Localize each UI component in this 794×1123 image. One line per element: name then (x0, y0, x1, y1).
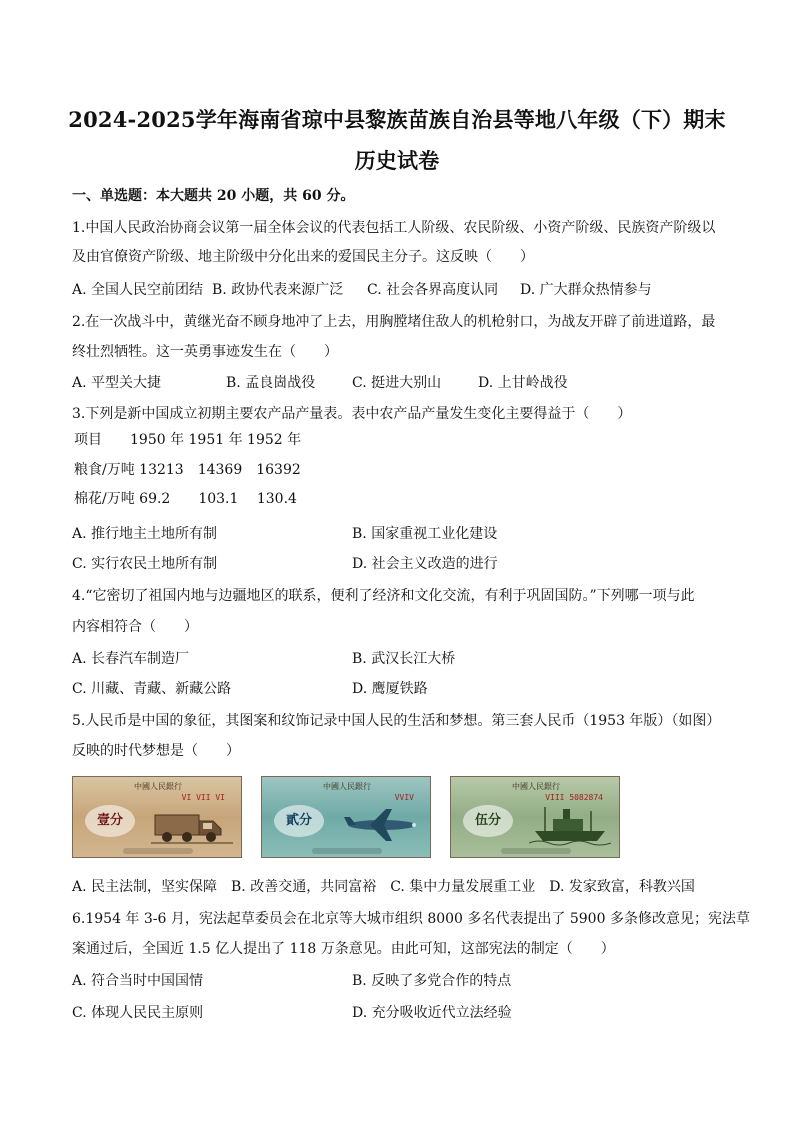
q3-option-a: A. 推行地主土地所有制 (72, 526, 218, 542)
banknote-denomination: 伍分 (463, 805, 513, 837)
q3-table-row-grain: 粮食/万吨 13213 14369 16392 (74, 462, 301, 478)
q5-stem-line2: 反映的时代梦想是（ ） (72, 743, 240, 759)
q4-option-c: C. 川藏、青藏、新藏公路 (72, 681, 232, 697)
banknote-one-fen (72, 776, 242, 858)
q3-option-d: D. 社会主义改造的进行 (352, 556, 498, 572)
q4-stem-line2: 内容相符合（ ） (72, 619, 198, 635)
q2-option-b: B. 孟良崮战役 (226, 375, 316, 391)
q3-stem-line1: 3.下列是新中国成立初期主要农产品产量表。表中农产品产量发生变化主要得益于（ ） (72, 406, 632, 422)
banknote-bank-name: 中國人民銀行 (134, 782, 182, 791)
q2-option-c: C. 挺进大别山 (352, 375, 442, 391)
banknote-denomination: 貳分 (274, 805, 324, 837)
q5-stem-line1: 5.人民币是中国的象征，其图案和纹饰记录中国人民的生活和梦想。第三套人民币（1953 年版）（如图） (72, 713, 721, 729)
q6-option-b: B. 反映了多党合作的特点 (352, 973, 512, 989)
exam-title-line1: 2024-2025学年海南省琼中县黎族苗族自治县等地八年级（下）期末 (68, 107, 726, 132)
ship-icon (529, 803, 611, 847)
q2-option-a: A. 平型关大捷 (72, 375, 162, 391)
truck-icon (151, 803, 233, 847)
q3-table-header: 项目 1950 年 1951 年 1952 年 (74, 432, 302, 448)
airplane-icon (340, 803, 422, 847)
q1-option-d: D. 广大群众热情参与 (520, 282, 652, 298)
exam-title-line2: 历史试卷 (354, 148, 440, 173)
q4-stem-line1: 4.“它密切了祖国内地与边疆地区的联系，便利了经济和文化交流，有利于巩固国防。”下列哪一项与此 (72, 588, 695, 604)
banknote-serial: VIII 5082874 (545, 793, 603, 802)
q6-stem-line2: 案通过后，全国近 1.5 亿人提出了 118 万条意见。由此可知，这部宪法的制定（ ） (72, 941, 615, 957)
banknote-denomination: 壹分 (85, 805, 135, 837)
q4-option-d: D. 鹰厦铁路 (352, 681, 428, 697)
q6-option-c: C. 体现人民民主原则 (72, 1005, 204, 1021)
banknote-footer (501, 848, 571, 854)
banknote-serial: VVIV (394, 793, 414, 802)
q3-option-b: B. 国家重视工业化建设 (352, 526, 498, 542)
banknote-footer (123, 848, 193, 854)
q1-option-b: B. 政协代表来源广泛 (212, 282, 344, 298)
q6-stem-line1: 6.1954 年 3-6 月，宪法起草委员会在北京等大城市组织 8000 多名代表提出了 5900 多条修改意见；宪法草 (72, 911, 750, 927)
q1-stem-line2: 及由官僚资产阶级、地主阶级中分化出来的爱国民主分子。这反映（ ） (72, 249, 534, 265)
q1-option-a: A. 全国人民空前团结 (72, 282, 204, 298)
q2-stem-line2: 终壮烈牺牲。这一英勇事迹发生在（ ） (72, 344, 338, 360)
banknote-bank-name: 中國人民銀行 (512, 782, 560, 791)
q1-option-c: C. 社会各界高度认同 (367, 282, 499, 298)
banknote-footer (312, 848, 382, 854)
banknote-bank-name: 中國人民銀行 (323, 782, 371, 791)
banknote-two-fen (261, 776, 431, 858)
q1-stem-line1: 1.中国人民政治协商会议第一届全体会议的代表包括工人阶级、农民阶级、小资产阶级、民族资产阶级以 (72, 220, 716, 236)
q5-options: A. 民主法制，坚实保障 B. 改善交通，共同富裕 C. 集中力量发展重工业 D. 发家致富，科教兴国 (72, 879, 695, 895)
q3-table-row-cotton: 棉花/万吨 69.2 103.1 130.4 (74, 491, 297, 507)
q2-stem-line1: 2.在一次战斗中，黄继光奋不顾身地冲了上去，用胸膛堵住敌人的机枪射口，为战友开辟了前进道路，最 (72, 314, 716, 330)
section-heading: 一、单选题：本大题共 20 小题，共 60 分。 (72, 188, 355, 204)
q6-option-a: A. 符合当时中国国情 (72, 973, 204, 989)
banknote-five-fen (450, 776, 620, 858)
q2-option-d: D. 上甘岭战役 (478, 375, 568, 391)
q3-option-c: C. 实行农民土地所有制 (72, 556, 218, 572)
q4-option-b: B. 武汉长江大桥 (352, 651, 456, 667)
q6-option-d: D. 充分吸收近代立法经验 (352, 1005, 512, 1021)
q4-option-a: A. 长春汽车制造厂 (72, 651, 190, 667)
banknote-serial: VI VII VI (181, 793, 225, 802)
